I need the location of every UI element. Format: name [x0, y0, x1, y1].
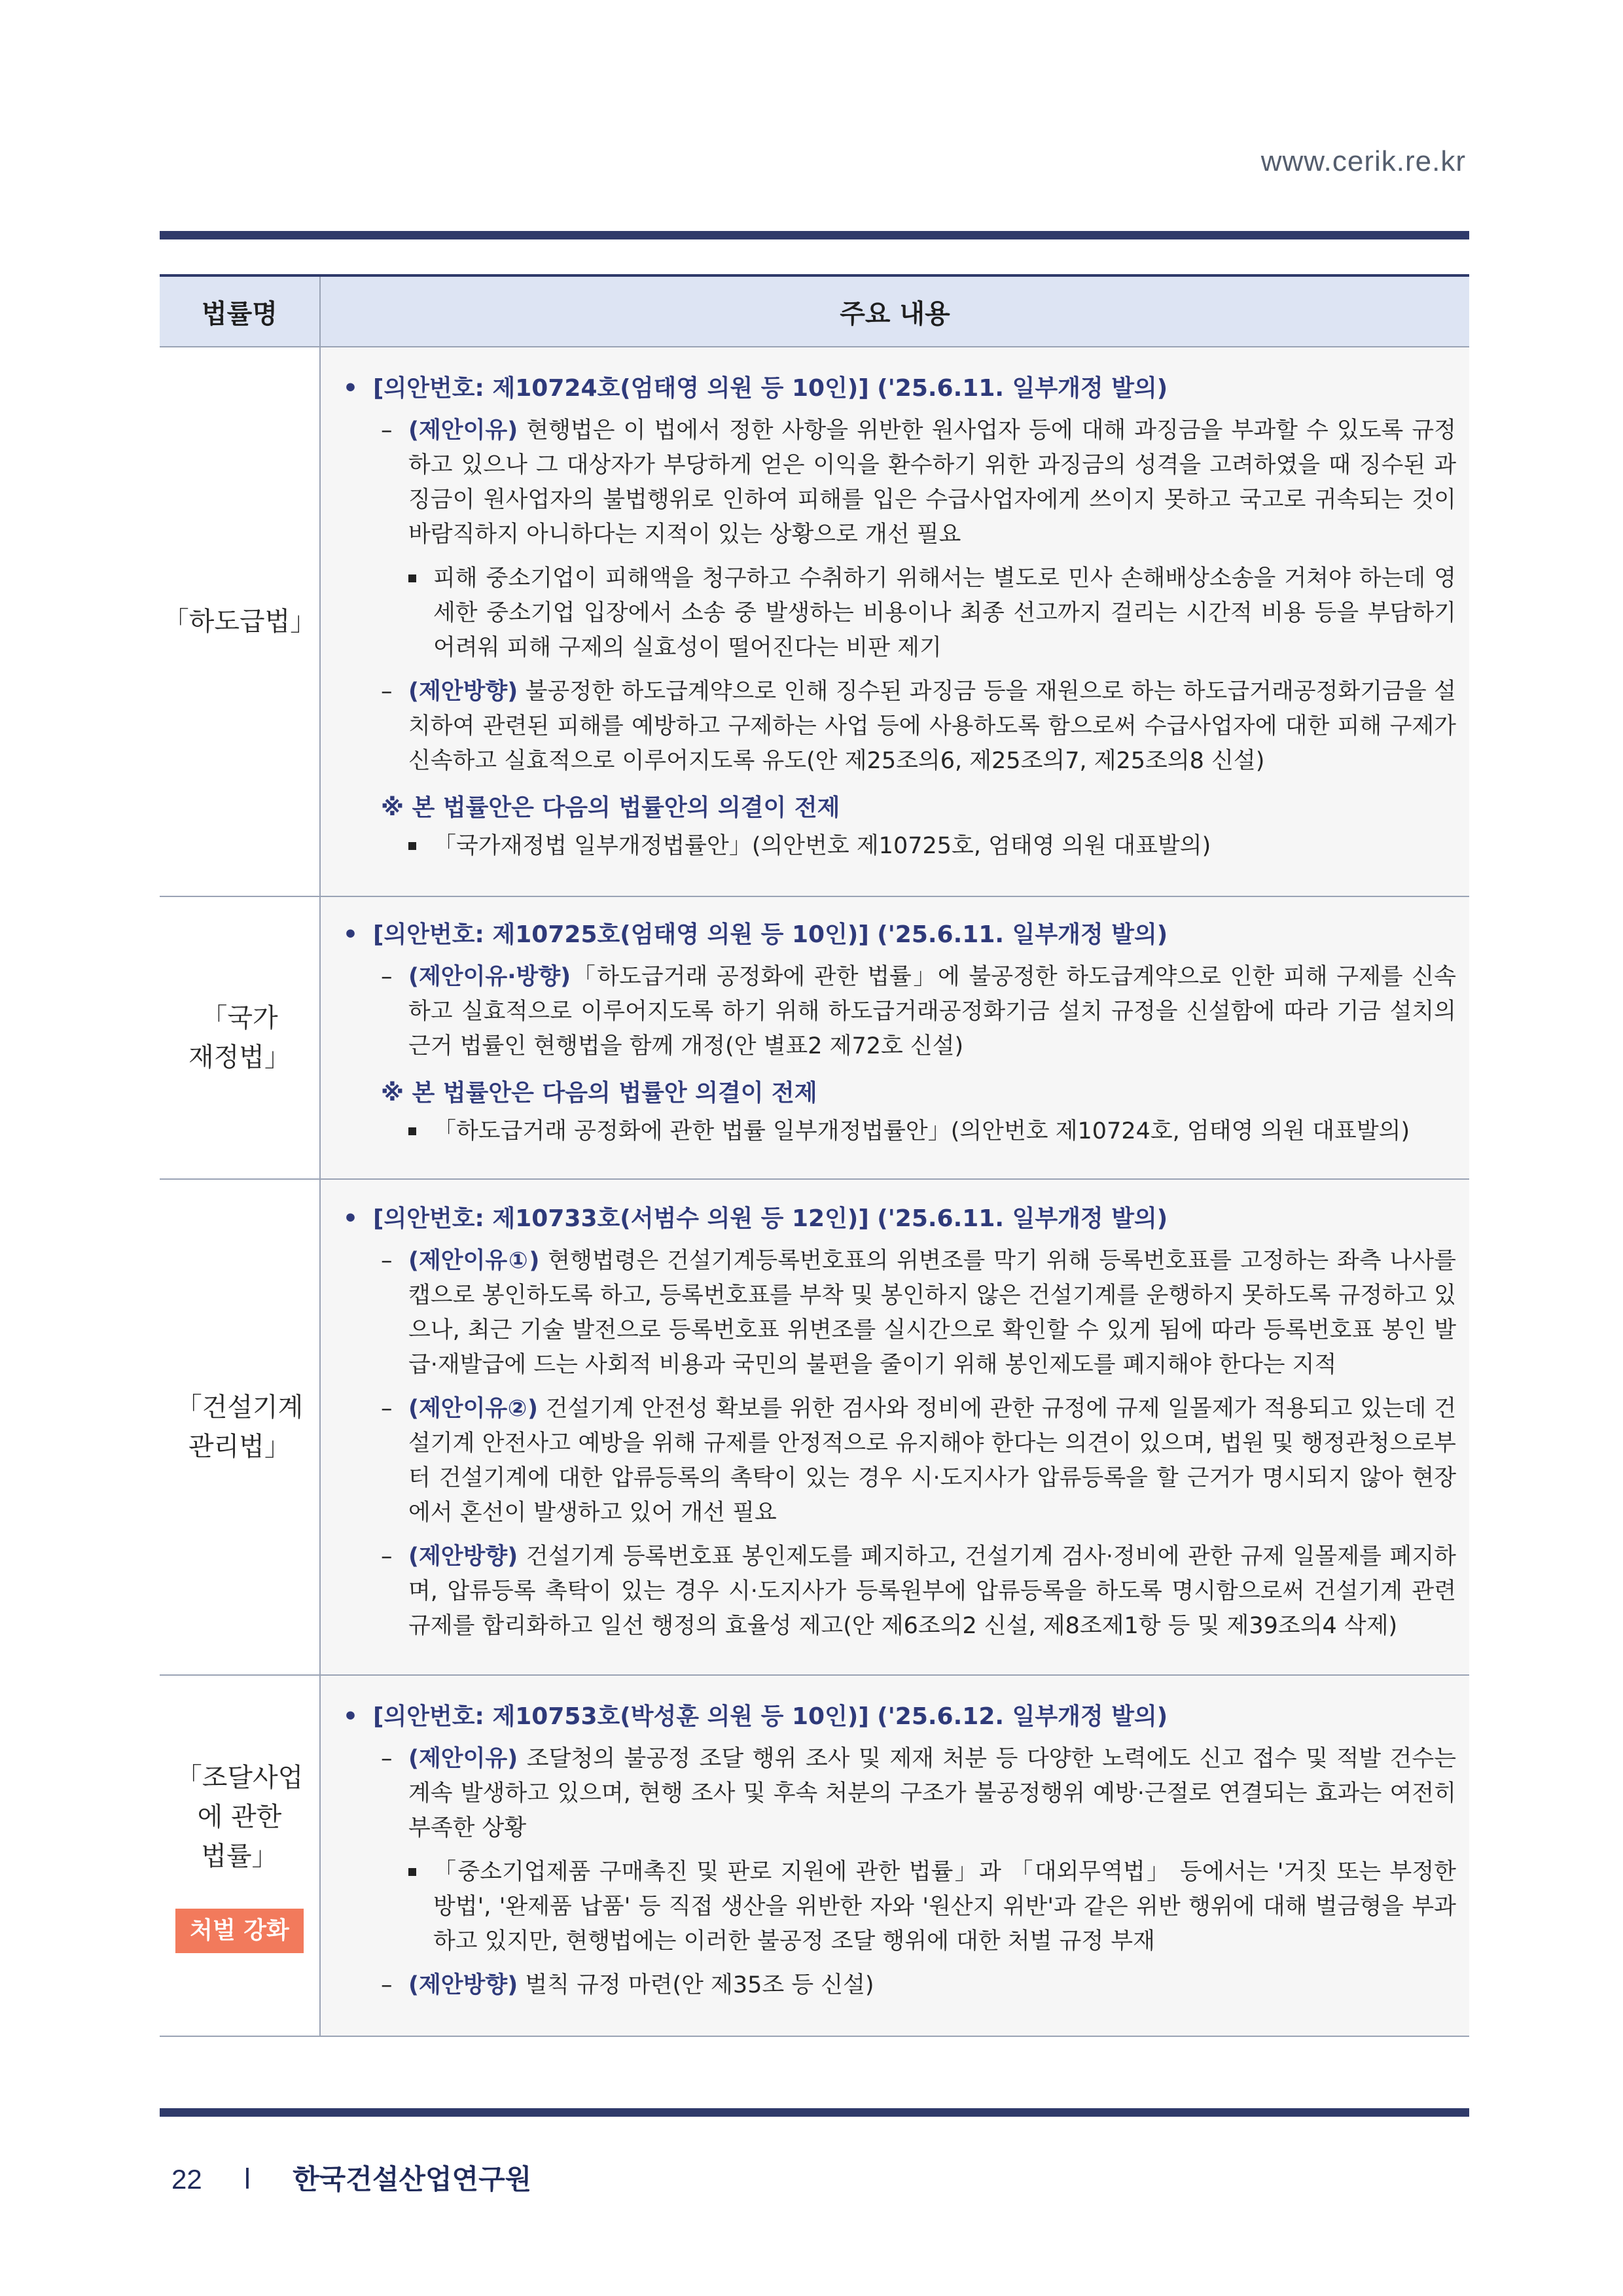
sub-item: 「국가재정법 일부개정법률안」(의안번호 제10725호, 엄태영 의원 대표발의)	[340, 829, 1456, 864]
dash-icon: –	[381, 1544, 393, 1570]
page-footer	[171, 2158, 531, 2197]
law-content	[320, 1675, 1469, 2036]
law-content	[320, 896, 1469, 1179]
dash-icon: –	[381, 964, 393, 990]
bill-info: • [의안번호: 제10725호(엄태영 의원 등 10인)] ('25.6.11. 일부개정 발의)	[340, 917, 1456, 952]
square-bullet-icon	[408, 1868, 416, 1876]
dash-icon: –	[381, 1248, 393, 1274]
direction-item: – (제안방향) 건설기계 등록번호표 봉인제도를 폐지하고, 건설기계 검사·정비에 관한 규제 일몰제를 폐지하며, 압류등록 촉탁이 있는 경우 시·도지사가 등록원부에 압류등록을 하도록 명시함으로써 건설기계 관련 규제를 합리화하고 일선 행정의 효율성 제고(안 제6조의2 신설, 제8조제1항 등 및 제39조의4 삭제)	[340, 1540, 1456, 1644]
bill-info: • [의안번호: 제10753호(박성훈 의원 등 10인)] ('25.6.12. 일부개정 발의)	[340, 1699, 1456, 1734]
column-header-law: 법률명	[160, 275, 320, 347]
reason-item: – (제안이유②) 건설기계 안전성 확보를 위한 검사와 정비에 관한 규정에 규제 일몰제가 적용되고 있는데 건설기계 안전사고 예방을 위해 규제를 안정적으로 유지해야 한다는 의견이 있으며, 법원 및 행정관청으로부터 건설기계에 대한 압류등록의 촉탁이 있는 경우 시·도지사가 압류등록을 할 근거가 명시되지 않아 현장에서 혼선이 발생하고 있어 개선 필요	[340, 1392, 1456, 1530]
dash-icon: –	[381, 678, 393, 705]
dash-icon: –	[381, 1972, 393, 1998]
law-table	[160, 274, 1469, 2037]
reason-item: – (제안이유) 현행법은 이 법에서 정한 사항을 위반한 원사업자 등에 대해 과징금을 부과할 수 있도록 규정하고 있으나 그 대상자가 부당하게 얻은 이익을 환수하기 위한 과징금의 성격을 고려하였을 때 징수된 과징금이 원사업자의 불법행위로 인하여 피해를 입은 수급사업자에게 쓰이지 못하고 국고로 귀속되는 것이 바람직하지 아니하다는 지적이 있는 상황으로 개선 필요	[340, 414, 1456, 552]
dash-icon: –	[381, 417, 393, 444]
law-name: 「국가 재정법」	[160, 896, 320, 1179]
sub-item: 「하도급거래 공정화에 관한 법률 일부개정법률안」(의안번호 제10724호, 엄태영 의원 대표발의)	[340, 1114, 1456, 1149]
bill-info: • [의안번호: 제10733호(서범수 의원 등 12인)] ('25.6.11. 일부개정 발의)	[340, 1201, 1456, 1236]
site-url[interactable]: www.cerik.re.kr	[1260, 145, 1466, 177]
square-bullet-icon	[408, 1127, 416, 1135]
direction-item: – (제안방향) 불공정한 하도급계약으로 인해 징수된 과징금 등을 재원으로 하는 하도급거래공정화기금을 설치하여 관련된 피해를 예방하고 구제하는 사업 등에 사용하도록 함으로써 수급사업자에 대한 피해 구제가 신속하고 실효적으로 이루어지도록 유도(안 제25조의6, 제25조의7, 제25조의8 신설)	[340, 675, 1456, 779]
law-name: 「건설기계 관리법」	[160, 1179, 320, 1675]
prerequisite-note: ※ 본 법률안은 다음의 법률안의 의결이 전제	[381, 794, 840, 821]
bullet-icon: •	[343, 1205, 359, 1232]
page-number: 22	[171, 2164, 202, 2195]
table-header-row	[160, 275, 1469, 347]
sub-item: 「중소기업제품 구매촉진 및 판로 지원에 관한 법률」과 「대외무역법」 등에서는 '거짓 또는 부정한 방법', '완제품 납품' 등 직접 생산을 위반한 자와 '원산지 위반'과 같은 위반 행위에 대해 벌금형을 부과하고 있지만, 현행법에는 이러한 불공정 조달 행위에 대한 처벌 규정 부재	[340, 1855, 1456, 1959]
reason-item: – (제안이유) 조달청의 불공정 조달 행위 조사 및 제재 처분 등 다양한 노력에도 신고 접수 및 적발 건수는 계속 발생하고 있으며, 현행 조사 및 후속 처분의 구조가 불공정행위 예방·근절로 연결되는 효과는 여전히 부족한 상황	[340, 1742, 1456, 1846]
penalty-badge: 처벌 강화	[175, 1909, 304, 1953]
top-rule	[160, 231, 1469, 239]
dash-icon: –	[381, 1396, 393, 1422]
bottom-rule	[160, 2108, 1469, 2117]
sub-item: 피해 중소기업이 피해액을 청구하고 수취하기 위해서는 별도로 민사 손해배상소송을 거쳐야 하는데 영세한 중소기업 입장에서 소송 중 발생하는 비용이나 최종 선고까지 걸리는 시간적 비용 등을 부담하기 어려워 피해 구제의 실효성이 떨어진다는 비판 제기	[340, 561, 1456, 665]
bill-info: • [의안번호: 제10724호(엄태영 의원 등 10인)] ('25.6.11. 일부개정 발의)	[340, 371, 1456, 406]
table-row	[160, 1675, 1469, 2036]
table-row	[160, 347, 1469, 896]
law-content	[320, 1179, 1469, 1675]
column-header-content: 주요 내용	[320, 275, 1469, 347]
table-row	[160, 896, 1469, 1179]
law-name: 「하도급법」	[160, 347, 320, 896]
law-name: 「조달사업 에 관한 법률」 처벌 강화	[160, 1675, 320, 2036]
reason-item: – (제안이유①) 현행법령은 건설기계등록번호표의 위변조를 막기 위해 등록번호표를 고정하는 좌측 나사를 캡으로 봉인하도록 하고, 등록번호표를 부착 및 봉인하지 않은 건설기계를 운행하지 못하도록 규정하고 있으나, 최근 기술 발전으로 등록번호표 위변조를 실시간으로 확인할 수 있게 됨에 따라 등록번호표 봉인 발급·재발급에 드는 사회적 비용과 국민의 불편을 줄이기 위해 봉인제도를 폐지해야 한다는 지적	[340, 1244, 1456, 1383]
dash-icon: –	[381, 1746, 393, 1772]
footer-separator: l	[243, 2163, 251, 2195]
square-bullet-icon	[408, 842, 416, 850]
direction-item: – (제안방향) 벌칙 규정 마련(안 제35조 등 신설)	[340, 1968, 1456, 2003]
square-bullet-icon	[408, 574, 416, 582]
bullet-icon: •	[343, 921, 359, 948]
table-row	[160, 1179, 1469, 1675]
bullet-icon: •	[343, 1703, 359, 1730]
bullet-icon: •	[343, 374, 359, 402]
prerequisite-note: ※ 본 법률안은 다음의 법률안 의결이 전제	[381, 1080, 817, 1106]
law-content	[320, 347, 1469, 896]
organization-name: 한국건설산업연구원	[293, 2163, 532, 2195]
reason-item: – (제안이유·방향)「하도급거래 공정화에 관한 법률」에 불공정한 하도급계약으로 인한 피해 구제를 신속하고 실효적으로 이루어지도록 하기 위해 하도급거래공정화기금 설치 규정을 신설함에 따라 기금 설치의 근거 법률인 현행법을 함께 개정(안 별표2 제72호 신설)	[340, 960, 1456, 1064]
